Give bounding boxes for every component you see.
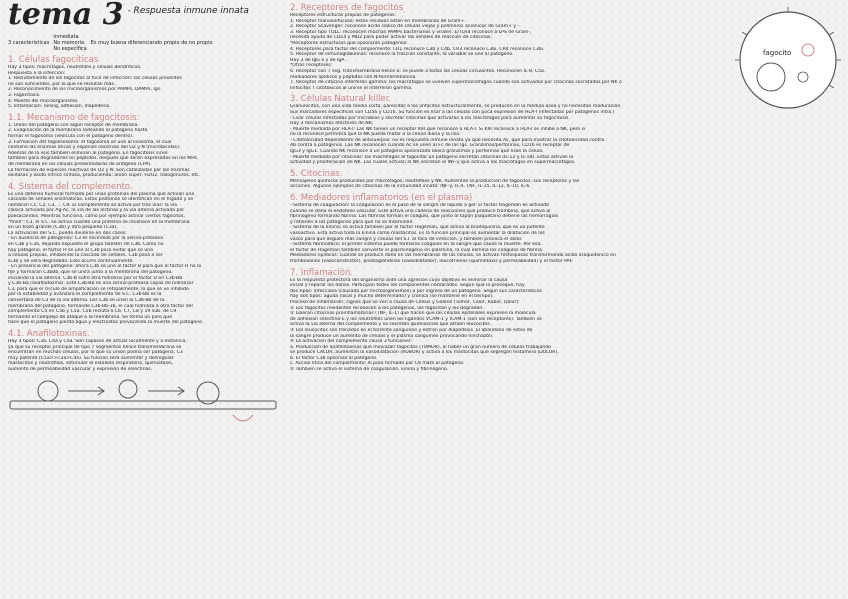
text-line: de adhesión selectina-E y los neutrófilos unen los ligandos VCAM-1 y ICAM-1 (son los receptores). También se — [290, 316, 542, 322]
text-line: en un trozo grande (C3b) y otro pequeño (C3a). — [8, 225, 118, 231]
text-line: ⑤ También se activa el sistema de coagulación, kinina y fibrinógeno. — [290, 367, 449, 373]
text-line: ③ Los leucocitos son frenados en el torrente sanguíneo y entran por diapédesis. El abandono de estos de — [290, 327, 533, 333]
text-line: hay patógeno, el factor H se une al C3b para evitar que se una — [8, 247, 153, 253]
arrow-icon — [68, 387, 104, 395]
text-line: mastocitos y neutrófilos, estimular el estallido respiratorio, quimiotaxis, — [8, 361, 174, 367]
text-line: cuando se daña el endotelio vascular. Este activa una cadena de reacciones que produce trombina, que activa al — [290, 208, 551, 214]
header — [8, 0, 284, 30]
text-line: 2. Receptor Scavenger: reconoce ácido siálico de células viejas y polímeros aniónicos de Gram+ y -. — [290, 24, 521, 30]
text-line: cascada de señales enzimáticas. Estas proteínas se identifican en el hígado y se — [8, 197, 194, 203]
section-title: 4.1. Anafilotoxinas. — [8, 328, 90, 339]
text-line: hace que el patógeno pierda agua y electrolitos provocando la muerte del patógeno. — [8, 320, 204, 326]
text-line: Mediadores lipídicos: cuando se produce daño en las membranas de las células, se activan fosfolipasas transformando ácido araquidónico en — [290, 253, 616, 259]
text-line: ① Los fagocitos residentes reconocen a los patógenos, los fagocitan y los degradan. — [290, 305, 484, 311]
text-line: Granulocitos, con una vida media corta, parecidas a los linfocitos estructuralmente, se producen en la médula ósea y no necesitan maduración. — [290, 104, 622, 110]
pathogen-shape — [119, 380, 137, 398]
text-line: actividad y proliferación de NK. Las cuales activan al NK secretan el INF-γ que activa a los macrófagos en supermacrófagos. — [290, 160, 576, 166]
text-line: 3. Formación del fagolisosoma: el fagosoma se une al lisosoma, el cual — [8, 139, 172, 145]
membrane-strip — [10, 401, 276, 409]
text-line: aumento de permeabilidad vascular y expresión de selectinas. — [8, 366, 153, 372]
text-line: Proceso de inflamación: signos que se ven a causa de Celsus y Galeno (Tumor, Calor, Rubor, Dolor): — [290, 299, 520, 305]
page-subtitle: - Respuesta inmune innata — [127, 6, 249, 16]
text-line: 2. Reconocimiento de los microorganismos por PAMPs, DAMPs, Igs. — [8, 87, 162, 93]
text-line: encuentran en muchas células, por lo que su unión podría ser patógena. C3 — [8, 350, 183, 356]
text-line: La formación de especies reactivas de O2 y N. Son catalizadas por las enzimas — [8, 167, 190, 173]
text-line: ② Liberan citocinas proinflamatorias (TNF, IL-1) que hacen que las células epiteliales expresen la molécula — [290, 311, 536, 317]
left-sections — [8, 55, 284, 373]
text-line: Hay 3 mecanismos efectores de NK: — [290, 121, 374, 127]
text-line: ya que su receptor principal de tipo 7 segmentos hélice transmembrana se — [8, 344, 182, 350]
text-line: 1. Reclutamiento de los fagocitos al foco de infección: las células presentes — [8, 76, 182, 82]
text-line: C3, para que el círculo de amplificación se retroalimente, lo que se ve inhibido — [8, 286, 189, 292]
section — [8, 113, 284, 179]
text-line: formar el fagosoma (vesícula con el patógeno dentro). — [8, 133, 134, 139]
text-line: 6. Receptor con 7 seg. transmembrana hélice α: se puede a todas las células circulantes. Reconocen IL-8, C5a. — [290, 68, 546, 74]
section — [290, 3, 730, 91]
text-line: iC3b y se verá degradado. Esto ocurre continuamente. — [8, 258, 134, 264]
text-line: La activación del S.C. puede dividirse en dos casos: — [8, 230, 127, 236]
text-line: vasos para que lleguen más sangre y células del S.I. al foco de infección, y también provoca el dolor. — [290, 236, 523, 242]
text-line: "fines": C3, el S.C. se activa cuando una proteína se reconoce en la membrana — [8, 219, 190, 225]
text-line: membrana del patógeno, formando C3b-Bb-3b, el cual hidroliza a otro factor del — [8, 303, 193, 309]
phagocyte-diagram — [733, 5, 843, 115]
section-title: 1. Células fagocíticas — [8, 55, 99, 65]
text-line: por la estabilidad y avanzará el complemento de S.C. C3b-Bb es la — [8, 292, 162, 298]
section — [8, 329, 284, 373]
right-sections — [290, 3, 730, 373]
text-line: dos tipos: infecciosa (causada por microorganismos) o por ingreso de un patógeno. Según sus características — [290, 288, 543, 294]
text-line: polisacáridos. Mientras funciona, como por ejemplo activar ciertos fagocitos, — [8, 214, 185, 220]
intro-side: Es muy buena diferenciando propio de no propio — [90, 40, 213, 46]
text-line: 1. Unión del patógeno con algún receptor de membrana. — [8, 122, 139, 128]
text-line: c. Acción lítica del complemento: el poro formado por C9 mata al patógeno. — [290, 361, 465, 367]
text-line: b. El factor C3b opsoniza al patógeno. — [290, 355, 378, 361]
section — [290, 193, 730, 265]
text-line: fije y formarán C3bBb, que se unirá junto a la membrana del patógeno, — [8, 270, 173, 275]
text-line: activa la vía alterna del complemento y se secretan quimiocinas que atraen leucocitos. — [290, 322, 492, 328]
text-line: a. Producción de anafilotoxinas que movilizan fagocitos (TUMOR), al haber un gran número de células trabajando — [290, 344, 552, 350]
text-line: 5. Inflamación: rolling, adhesión, diapédesis. — [8, 104, 111, 110]
text-line: Ab contra a patógenos. Las NK reconocen cuando Ac se unen al Fc de las Igs. Granzimas/perforinas, CD16 es receptor de — [290, 143, 570, 149]
text-line: mediadores lipídicos y péptidos con N-formilmetionina. — [290, 74, 417, 80]
text-line: vasoactivo. Esta activa toda la kinina como mastocitos. Es la función principal es aumentar la dilatación de los — [290, 231, 545, 236]
text-line: Respuesta a la infección: — [8, 70, 66, 76]
text-line: nombran C1, C2, C3, ... C9. El complemento se activa por tres vías: la vía — [8, 202, 177, 208]
text-line: ④ La activación del complemento causa 3 funciones: — [290, 339, 412, 345]
intro-item: No específica — [53, 46, 87, 52]
text-line: acciones. Algunos ejemplos de citocinas de la inmunidad innata: INF-γ, IL-4, TNF, IL-15, IL-12, IL-10, IL-6. — [290, 184, 531, 190]
diagram-label: fagocito — [763, 49, 792, 57]
text-line: clásica activada por Ag-Ac, la vía de las lectinas y la vía alterna activada por — [8, 208, 185, 214]
text-line: formando el complejo de ataque a la membrana. Se forma un poro que — [8, 314, 173, 320]
text-line: Mensajeros químicos producidos por macrófagos, neutrófilos y NK. Aumentan la producción de fagocitos, sus receptores y las — [290, 178, 580, 184]
text-line: 7. Receptor de citocina interferón gamma: los macrófagos se vuelven supermacrófagos cuando son activados por citocinas secretadas por NK o — [290, 80, 622, 86]
text-line: - Muerte mediada por HLA-I: Las NK tienen un receptor KIR que reconoce a HLA-I. Si KIR reconoce a HLA-I se inhibe a NK, pero si — [290, 126, 586, 132]
text-line: - Sistema de coagulación: la coagulación es el paso de la sangre de líquido a gel. El factor Hageman es activado — [290, 203, 549, 209]
section — [8, 182, 284, 326]
complement-sketch — [8, 375, 278, 431]
text-line: 3. Fagocitosis. — [8, 92, 41, 98]
text-line: iniciando la vía alterna. C3b-B sufre otra hidrólisis por el factor D en C3b-Bb — [8, 275, 183, 281]
text-line: hay dos tipos: aguda (local y mucho determinado) y crónica (se mantiene en el tiempo). — [290, 294, 494, 300]
text-line: *Otros receptores: — [290, 63, 333, 69]
text-line: en C3b y C3a, dejando expuesto el grupo tioéster de C3b. Como no — [8, 242, 164, 248]
text-line: complemento C5 en C5b y C5a. C5b recluta a C6, C7, C8 y 19 sub. de C9 — [8, 309, 177, 315]
section — [290, 94, 730, 166]
text-line: Hay 3 tipos: macrófagos, neutrófilos y células dendríticas. — [8, 65, 142, 70]
text-line: 2. Evaginación de la membrana rodeando al patógeno hasta — [8, 128, 148, 134]
text-line: - Sistema de la kinina: se activa también por el factor Hageman, que activa la bradiquinina, que es un potente — [290, 225, 545, 231]
text-line: linfocitos T citotóxicos al unirse el interferón gamma. — [290, 85, 413, 91]
section-title: 7. Inflamación. — [290, 267, 354, 278]
intro-list — [53, 34, 86, 52]
text-line: el factor de Hageman también convierte el plasminógeno en plasmina, la cual elimina los coágulos de fibrina. — [290, 247, 544, 253]
text-line: de membrana en las células presentadoras de antígeno (CPA). — [8, 161, 152, 167]
section-title: 4. Sistema del complemento. — [8, 181, 133, 192]
text-line: - Citotoxicidad dependiente de anticuerpos: no es respuesta inmune innata ya que necesita Ac, que para mostrar la citotoxicidad contra — [290, 137, 605, 143]
text-line: Sus marcadores específicos son CD56 y CD16. Su función es lisar a las células con poca expresión de HLA-I (infectadas por patógenos intra.) — [290, 109, 615, 115]
text-line: también para degradarlos en péptidos, después que serán expresados en los MHC — [8, 156, 198, 162]
pore-shape — [233, 415, 253, 421]
intro-item: No memoria — [53, 40, 85, 46]
text-line: 3. Receptor tipo TOLL: reconocen muchas PAMPs bacterianos y virales. E/TLR4 reconoce a LPS de Gram-, — [290, 29, 532, 35]
text-line: IgG3 y IgG1. Cuando NK reconoce a un patógeno opsonizado libera granzimas y perforinas que lisan la célula. — [290, 149, 544, 155]
section — [290, 268, 730, 373]
text-line: y retienen a los patógenos para que no se diseminen. — [290, 219, 414, 225]
text-line: no la reconoce permitirá que la NK pueda matar a la célula diana y la lisa. — [290, 132, 461, 138]
text-line: - Sistema fibrinolítico: el primer sistema puede formarse coágulos en la sangre que cause la muerte. Por eso, — [290, 242, 542, 248]
text-line: 5. Receptor de inmunoglobulinas: reconoce la fracción constante, la variable se une al patógeno. — [290, 52, 514, 58]
text-line: Hay 3 de IgG e y de IgA. — [290, 57, 346, 63]
text-line: - En ausencia de patógenos: C3 es escindido por la serina-proteasa — [8, 236, 163, 242]
text-line: inicial y reparar los daños. Participan todos los componentes nombrados. Según que la provoque, hay — [290, 283, 525, 289]
text-line: contiene las enzimas líticas y especies reactivas del O2 y N (microbicidas). — [8, 145, 181, 151]
section-title: 5. Citocinas. — [290, 168, 343, 179]
text-line: convertasa de C3 de la vía alterna. Los C3b se unen al C3b-Bb de la — [8, 297, 165, 303]
cell-membrane — [740, 12, 836, 108]
text-line: Además de la lisis también eliminan al patógeno. En fagocitosis sirve: — [8, 150, 169, 156]
intro-label: 3 características — [8, 40, 50, 46]
text-line: Hay 3 tipos: C3a, C4a y C5a. Son capaces de actuar localmente y a distancia, — [8, 338, 187, 344]
intro — [8, 34, 284, 52]
text-line: fibrinógeno formando fibrina. Las fibrinas forman el coágulo, que junto al tapón plaquetario detiene las hemorragias — [290, 214, 559, 220]
section-title: 1.1. Mecanismo de fagocitosis: — [8, 112, 140, 123]
section — [8, 55, 284, 110]
section — [290, 169, 730, 190]
text-line: muy potente (C5a>>C3a>C4a). Su función será aumentar y desregular — [8, 355, 174, 361]
intro-item: Inmediata — [53, 34, 79, 40]
left-column — [8, 0, 284, 599]
text-line: la sangre produce un aumento de células y el plasma sanguíneo provocando hinchazón. — [290, 333, 494, 339]
text-line: y C3b-Ba (anafilotoxina). Este C3b-Bb es una serina-proteasa capaz de hidrolizar — [8, 281, 194, 287]
text-line: 4. Muerte del microorganismo. — [8, 98, 79, 104]
section-title: 3. Células Natural killer. — [290, 94, 392, 105]
text-line: tromboxanos (vasoconstrictor), prostaglandinas (vasodilatador), leucotrienos (quimiotaxis y permeabilidad) y el factor PAF. — [290, 258, 574, 264]
text-line: - Muerte mediada por citocinas: los macrófagos al fagocitar un patógeno secretan citocinas (IL-12 y IL-18). Estas activan la — [290, 154, 574, 160]
pathogen-shape — [38, 381, 58, 401]
text-line: Es una defensa humoral formada por unas proteínas del plasma que activan una — [8, 191, 195, 197]
text-line: Receptores estructuras propias de patógenos: — [290, 13, 397, 18]
section-title: 6. Mediadores inflamatorios (en el plasma) — [290, 193, 473, 204]
text-line: no son suficientes, por lo que se reclutan más. — [8, 81, 116, 87]
text-line: 1. Receptor manosa/fucosa: estos residuos están en membranas de Gram+. — [290, 18, 466, 24]
section-title: 2. Receptores de fagocitos — [290, 3, 404, 13]
text-line: 4. Receptores para factor del complemento: CR1 reconoce C3b y C4b, CR3 reconoce C3bi, CR4 reconoce C3bi. — [290, 46, 545, 52]
text-line: - En presencia del patógeno: ahora C3b se une al factor B para que al factor H no lo — [8, 264, 202, 270]
text-line: *Receptores estructuras que opsonizan patógenos: — [290, 40, 408, 46]
text-line: a células propias, inhibiendo la cascada de señales. C3b pasa a ser — [8, 253, 163, 259]
text-line: se produce CALOR, aumentan la vasodilatación (RUBOR) y activa a los mastocitos que segregan histamina (DOLOR). — [290, 350, 559, 356]
text-line: Es la respuesta protectora del organismo ante una agresión cuyo objetivo es eliminar la causa — [290, 277, 508, 283]
text-line: - Lisar células infectadas por microbios y secretar citocinas que activarán a los macrófagos para aumentar su fagocitosis. — [290, 115, 570, 121]
text-line: necesita ayuda de CD14 y MD2 para poder activar las señales de reacción de citocinas. — [290, 35, 492, 41]
arrow-icon — [148, 387, 184, 395]
page-title: tema 3 — [8, 0, 124, 32]
text-line: oxidasas y óxido nítrico sintasa, produciendo: anión súper, H2O2, halogenuros, etc. — [8, 173, 201, 179]
